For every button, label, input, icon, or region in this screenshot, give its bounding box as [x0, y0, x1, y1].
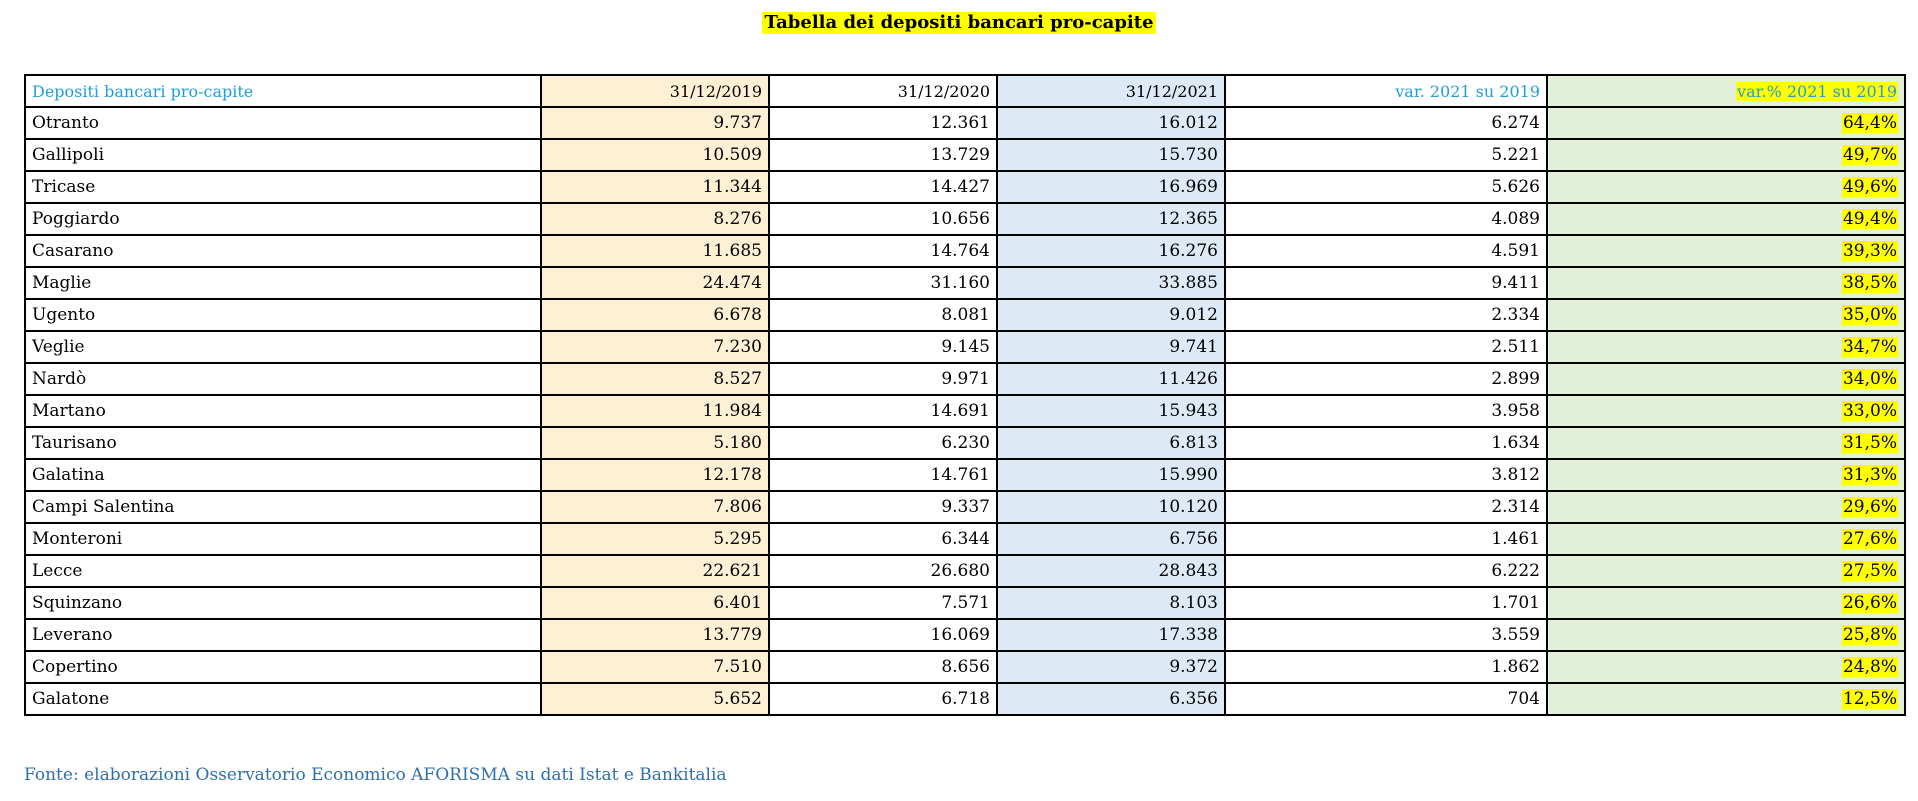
table-row — [25, 459, 1905, 491]
cell-2021: 33.885 — [997, 267, 1225, 299]
cell-name: Nardò — [25, 363, 541, 395]
table-body — [25, 107, 1905, 715]
cell-var: 1.634 — [1225, 427, 1547, 459]
cell-2021: 6.756 — [997, 523, 1225, 555]
cell-2019: 13.779 — [541, 619, 769, 651]
header-name: Depositi bancari pro-capite — [25, 75, 541, 107]
cell-name: Martano — [25, 395, 541, 427]
cell-pct — [1547, 427, 1905, 459]
pct-value: 49,7% — [1842, 145, 1897, 165]
cell-pct — [1547, 491, 1905, 523]
table-row — [25, 395, 1905, 427]
cell-2019: 8.276 — [541, 203, 769, 235]
cell-2021: 8.103 — [997, 587, 1225, 619]
table-row — [25, 651, 1905, 683]
pct-value: 31,5% — [1842, 433, 1897, 453]
cell-name: Lecce — [25, 555, 541, 587]
pct-value: 27,6% — [1842, 529, 1897, 549]
cell-var: 5.221 — [1225, 139, 1547, 171]
cell-pct — [1547, 363, 1905, 395]
cell-pct — [1547, 395, 1905, 427]
table-row — [25, 331, 1905, 363]
table-header-row — [25, 75, 1905, 107]
cell-2021: 9.012 — [997, 299, 1225, 331]
cell-2021: 12.365 — [997, 203, 1225, 235]
cell-2021: 15.990 — [997, 459, 1225, 491]
table-row — [25, 619, 1905, 651]
cell-2020: 26.680 — [769, 555, 997, 587]
cell-2020: 12.361 — [769, 107, 997, 139]
cell-2021: 6.356 — [997, 683, 1225, 715]
pct-value: 12,5% — [1842, 689, 1897, 709]
title-container — [0, 12, 1918, 34]
pct-value: 49,6% — [1842, 177, 1897, 197]
cell-2019: 5.295 — [541, 523, 769, 555]
table-row — [25, 427, 1905, 459]
header-2021: 31/12/2021 — [997, 75, 1225, 107]
cell-var: 3.812 — [1225, 459, 1547, 491]
cell-2019: 6.401 — [541, 587, 769, 619]
cell-name: Veglie — [25, 331, 541, 363]
pct-value: 38,5% — [1842, 273, 1897, 293]
cell-2019: 7.806 — [541, 491, 769, 523]
table-row — [25, 491, 1905, 523]
cell-pct — [1547, 139, 1905, 171]
cell-name: Casarano — [25, 235, 541, 267]
cell-2020: 6.344 — [769, 523, 997, 555]
cell-2021: 17.338 — [997, 619, 1225, 651]
cell-2020: 9.971 — [769, 363, 997, 395]
cell-var: 1.862 — [1225, 651, 1547, 683]
cell-2021: 10.120 — [997, 491, 1225, 523]
cell-var: 1.461 — [1225, 523, 1547, 555]
cell-pct — [1547, 587, 1905, 619]
cell-2020: 14.761 — [769, 459, 997, 491]
cell-pct — [1547, 171, 1905, 203]
cell-2019: 11.344 — [541, 171, 769, 203]
page-title: Tabella dei depositi bancari pro-capite — [764, 12, 1154, 33]
cell-var: 6.222 — [1225, 555, 1547, 587]
table-row — [25, 139, 1905, 171]
cell-name: Maglie — [25, 267, 541, 299]
cell-2020: 8.656 — [769, 651, 997, 683]
cell-2020: 13.729 — [769, 139, 997, 171]
pct-value: 49,4% — [1842, 209, 1897, 229]
pct-value: 64,4% — [1842, 113, 1897, 133]
cell-name: Otranto — [25, 107, 541, 139]
cell-2019: 22.621 — [541, 555, 769, 587]
cell-var: 3.559 — [1225, 619, 1547, 651]
cell-2019: 5.180 — [541, 427, 769, 459]
cell-name: Taurisano — [25, 427, 541, 459]
cell-var: 1.701 — [1225, 587, 1547, 619]
cell-pct — [1547, 267, 1905, 299]
cell-var: 2.334 — [1225, 299, 1547, 331]
table-row — [25, 555, 1905, 587]
cell-2021: 28.843 — [997, 555, 1225, 587]
table-row — [25, 523, 1905, 555]
cell-2019: 10.509 — [541, 139, 769, 171]
cell-2019: 24.474 — [541, 267, 769, 299]
pct-value: 39,3% — [1842, 241, 1897, 261]
cell-pct — [1547, 331, 1905, 363]
pct-value: 34,7% — [1842, 337, 1897, 357]
cell-var: 704 — [1225, 683, 1547, 715]
cell-2019: 6.678 — [541, 299, 769, 331]
cell-2021: 11.426 — [997, 363, 1225, 395]
cell-2020: 9.145 — [769, 331, 997, 363]
header-var: var. 2021 su 2019 — [1225, 75, 1547, 107]
pct-value: 31,3% — [1842, 465, 1897, 485]
cell-pct — [1547, 459, 1905, 491]
header-2019: 31/12/2019 — [541, 75, 769, 107]
cell-2020: 10.656 — [769, 203, 997, 235]
cell-var: 2.314 — [1225, 491, 1547, 523]
cell-name: Monteroni — [25, 523, 541, 555]
pct-value: 29,6% — [1842, 497, 1897, 517]
cell-2020: 7.571 — [769, 587, 997, 619]
pct-value: 26,6% — [1842, 593, 1897, 613]
pct-value: 34,0% — [1842, 369, 1897, 389]
cell-2020: 16.069 — [769, 619, 997, 651]
cell-var: 9.411 — [1225, 267, 1547, 299]
cell-2021: 9.372 — [997, 651, 1225, 683]
cell-name: Poggiardo — [25, 203, 541, 235]
cell-var: 2.899 — [1225, 363, 1547, 395]
cell-pct — [1547, 203, 1905, 235]
table-row — [25, 107, 1905, 139]
header-pct — [1547, 75, 1905, 107]
cell-2020: 14.764 — [769, 235, 997, 267]
cell-pct — [1547, 107, 1905, 139]
cell-name: Tricase — [25, 171, 541, 203]
pct-value: 24,8% — [1842, 657, 1897, 677]
cell-2020: 14.427 — [769, 171, 997, 203]
table-row — [25, 235, 1905, 267]
cell-name: Copertino — [25, 651, 541, 683]
cell-2019: 11.685 — [541, 235, 769, 267]
header-pct-label: var.% 2021 su 2019 — [1737, 81, 1897, 101]
cell-var: 4.591 — [1225, 235, 1547, 267]
table-row — [25, 203, 1905, 235]
cell-2019: 7.510 — [541, 651, 769, 683]
cell-var: 2.511 — [1225, 331, 1547, 363]
cell-2020: 14.691 — [769, 395, 997, 427]
cell-var: 6.274 — [1225, 107, 1547, 139]
cell-name: Squinzano — [25, 587, 541, 619]
cell-2019: 7.230 — [541, 331, 769, 363]
pct-value: 25,8% — [1842, 625, 1897, 645]
pct-value: 27,5% — [1842, 561, 1897, 581]
cell-2019: 9.737 — [541, 107, 769, 139]
table-row — [25, 171, 1905, 203]
cell-pct — [1547, 523, 1905, 555]
cell-2020: 6.230 — [769, 427, 997, 459]
cell-pct — [1547, 235, 1905, 267]
table-row — [25, 299, 1905, 331]
cell-2021: 16.969 — [997, 171, 1225, 203]
cell-pct — [1547, 619, 1905, 651]
cell-pct — [1547, 651, 1905, 683]
cell-var: 4.089 — [1225, 203, 1547, 235]
cell-pct — [1547, 683, 1905, 715]
cell-name: Ugento — [25, 299, 541, 331]
cell-2019: 8.527 — [541, 363, 769, 395]
cell-2021: 9.741 — [997, 331, 1225, 363]
cell-2020: 8.081 — [769, 299, 997, 331]
pct-value: 33,0% — [1842, 401, 1897, 421]
cell-2020: 9.337 — [769, 491, 997, 523]
deposits-table — [24, 74, 1906, 716]
table-row — [25, 267, 1905, 299]
cell-name: Galatina — [25, 459, 541, 491]
cell-2020: 6.718 — [769, 683, 997, 715]
cell-2021: 15.943 — [997, 395, 1225, 427]
cell-2019: 12.178 — [541, 459, 769, 491]
source-note: Fonte: elaborazioni Osservatorio Economico AFORISMA su dati Istat e Bankitalia — [24, 765, 727, 785]
cell-var: 3.958 — [1225, 395, 1547, 427]
cell-pct — [1547, 555, 1905, 587]
cell-2021: 16.276 — [997, 235, 1225, 267]
table-row — [25, 363, 1905, 395]
cell-name: Campi Salentina — [25, 491, 541, 523]
cell-2021: 16.012 — [997, 107, 1225, 139]
cell-name: Leverano — [25, 619, 541, 651]
pct-value: 35,0% — [1842, 305, 1897, 325]
cell-2019: 11.984 — [541, 395, 769, 427]
table-row — [25, 587, 1905, 619]
cell-var: 5.626 — [1225, 171, 1547, 203]
cell-pct — [1547, 299, 1905, 331]
cell-2020: 31.160 — [769, 267, 997, 299]
table-row — [25, 683, 1905, 715]
cell-2021: 15.730 — [997, 139, 1225, 171]
cell-name: Gallipoli — [25, 139, 541, 171]
cell-name: Galatone — [25, 683, 541, 715]
cell-2019: 5.652 — [541, 683, 769, 715]
header-2020: 31/12/2020 — [769, 75, 997, 107]
cell-2021: 6.813 — [997, 427, 1225, 459]
